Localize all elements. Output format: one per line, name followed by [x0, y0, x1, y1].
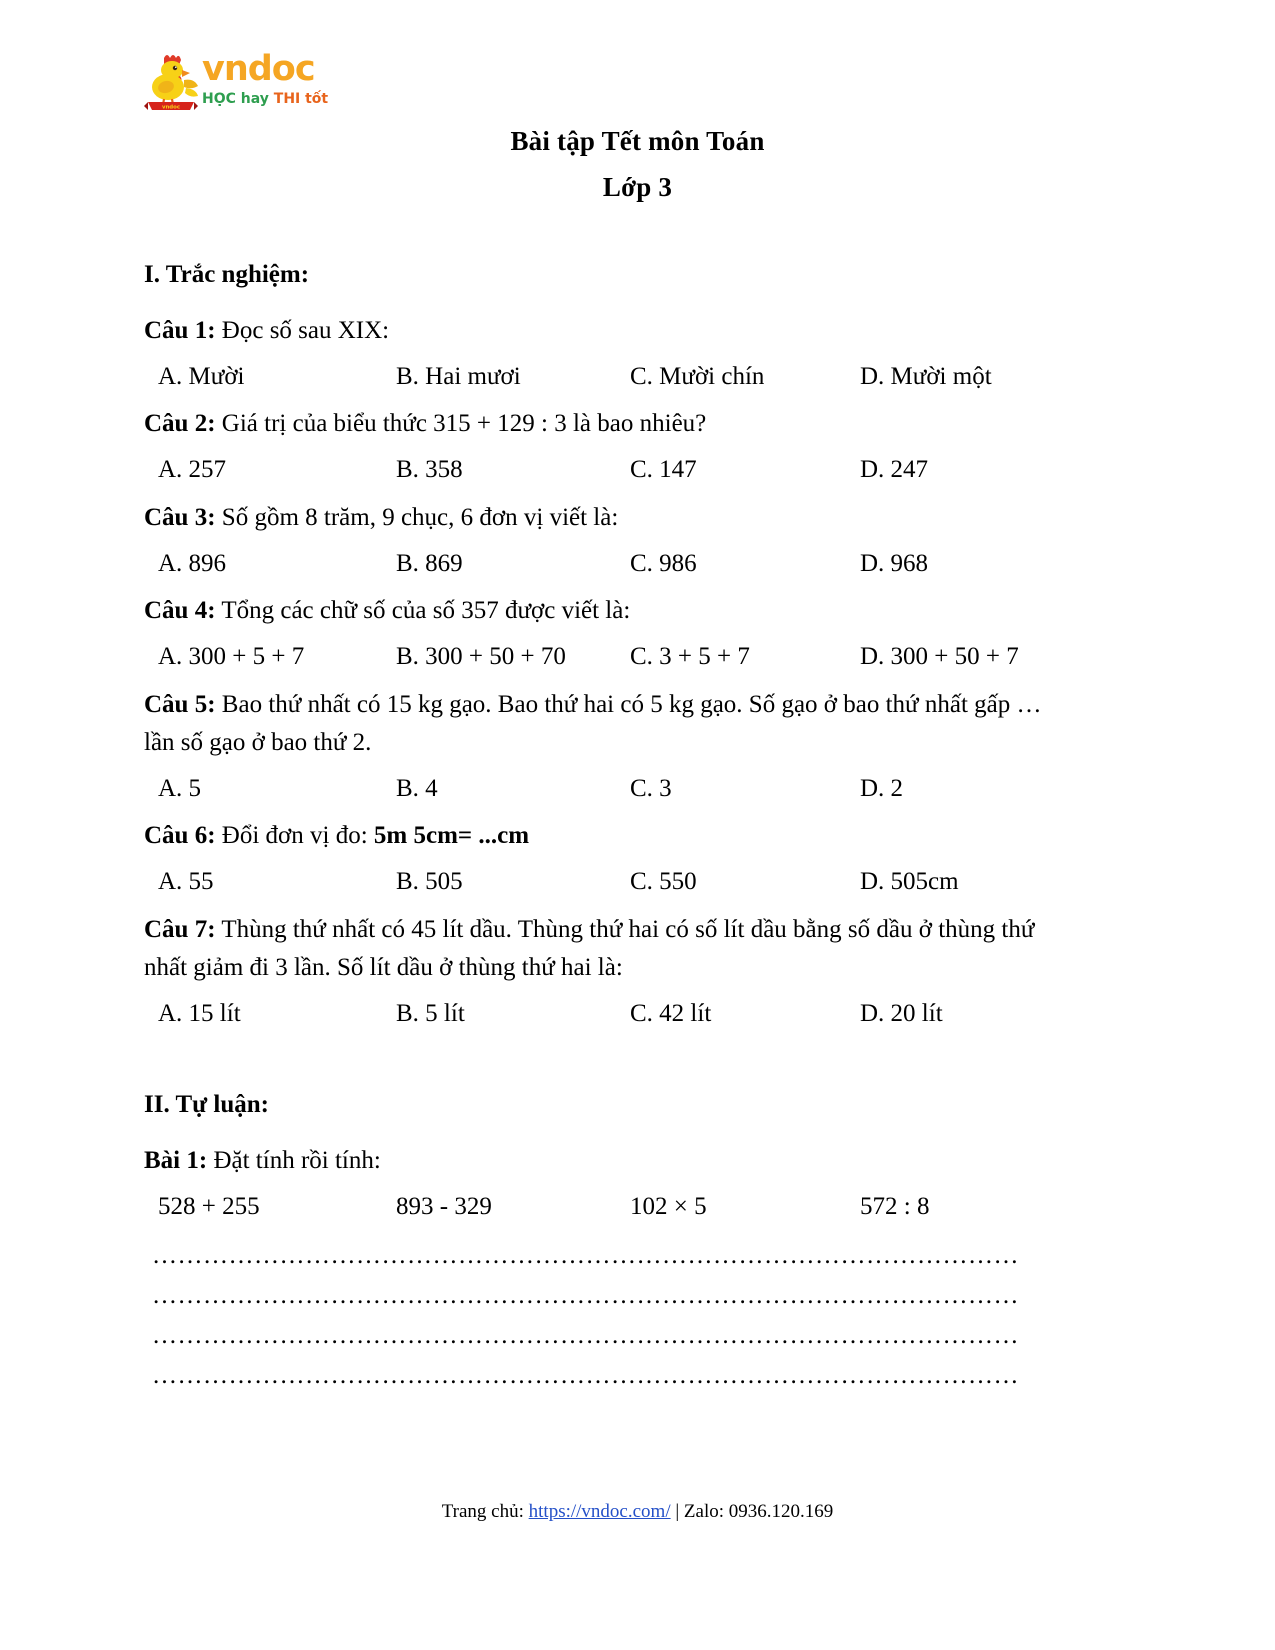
question-6-bold-tail: 5m 5cm= ...cm: [373, 822, 530, 850]
section-heading-multiple-choice: I. Trắc nghiệm:: [144, 261, 310, 288]
logo-tagline-green: HỌC hay: [202, 91, 269, 107]
question-5-option-a[interactable]: A. 5: [158, 774, 202, 802]
question-1-body: Đọc số sau XIX:: [215, 316, 390, 344]
question-4-label: Câu 4:: [144, 597, 216, 625]
exercise-1-text: [144, 1142, 1074, 1180]
question-2-label: Câu 2:: [144, 410, 216, 438]
question-7-label: Câu 7:: [144, 915, 216, 943]
question-1-text: [144, 312, 1074, 350]
expression-1: 528 + 255: [158, 1193, 260, 1220]
question-3-text: [144, 499, 1074, 537]
exercise-1-label: Bài 1:: [144, 1147, 208, 1174]
question-4-option-d[interactable]: D. 300 + 50 + 7: [860, 643, 1019, 671]
document-title-line1: Bài tập Tết môn Toán: [510, 126, 765, 156]
question-7-options: [144, 995, 1074, 1033]
question-1-label: Câu 1:: [144, 316, 216, 344]
question-4-option-c[interactable]: C. 3 + 5 + 7: [630, 643, 750, 671]
question-3-options: [144, 545, 1074, 583]
answer-line-3[interactable]: …………………………………………………………………………………………: [152, 1321, 1019, 1349]
answer-line-2[interactable]: …………………………………………………………………………………………: [152, 1281, 1019, 1309]
question-4-option-a[interactable]: A. 300 + 5 + 7: [158, 643, 305, 671]
exercise-1-expressions: [144, 1188, 1074, 1226]
page-footer: [0, 1500, 1275, 1525]
section-spacer: [144, 1042, 1074, 1088]
document-title-line2: Lớp 3: [602, 172, 673, 202]
question-7-option-c[interactable]: C. 42 lít: [630, 999, 712, 1027]
question-2-body: Giá trị của biểu thức 315 + 129 : 3 là bao nhiêu?: [215, 410, 707, 438]
logo-wordmark: vndoc: [202, 49, 315, 89]
expression-3: 102 × 5: [630, 1193, 707, 1220]
question-6-option-a[interactable]: A. 55: [158, 868, 214, 896]
question-5-text: [144, 686, 1074, 762]
document-content: [144, 258, 1074, 1396]
question-2-text: [144, 405, 1074, 443]
question-6-option-b[interactable]: B. 505: [396, 868, 463, 896]
footer-suffix: | Zalo: 0936.120.169: [670, 1501, 834, 1522]
question-1-option-d[interactable]: D. Mười một: [860, 362, 992, 390]
question-4-option-b[interactable]: B. 300 + 50 + 70: [396, 643, 566, 671]
question-2-option-a[interactable]: A. 257: [158, 456, 227, 484]
question-3-option-c[interactable]: C. 986: [630, 549, 697, 577]
question-2-option-b[interactable]: B. 358: [396, 456, 463, 484]
question-1-option-b[interactable]: B. Hai mươi: [396, 362, 521, 390]
question-3-label: Câu 3:: [144, 503, 216, 531]
question-5-option-d[interactable]: D. 2: [860, 774, 904, 802]
question-6-option-d[interactable]: D. 505cm: [860, 868, 959, 896]
exercise-1-body: Đặt tính rồi tính:: [207, 1147, 381, 1174]
question-2-option-c[interactable]: C. 147: [630, 456, 697, 484]
question-1-options: [144, 358, 1074, 396]
logo-tagline: [202, 92, 328, 106]
question-5-option-c[interactable]: C. 3: [630, 774, 672, 802]
question-5-options: [144, 770, 1074, 808]
question-7-body: Thùng thứ nhất có 45 lít dầu. Thùng thứ hai có số lít dầu bằng số dầu ở thùng thứ nhất giảm đi 3 lần. Số lít dầu ở thùng thứ hai là:: [144, 915, 1035, 981]
question-4-body: Tổng các chữ số của số 357 được viết là:: [215, 597, 631, 625]
question-7-text: [144, 911, 1074, 987]
expression-2: 893 - 329: [396, 1193, 492, 1220]
question-7-option-a[interactable]: A. 15 lít: [158, 999, 241, 1027]
section-heading-essay: II. Tự luận:: [144, 1091, 270, 1119]
question-1-option-c[interactable]: C. Mười chín: [630, 362, 765, 390]
question-5-option-b[interactable]: B. 4: [396, 774, 438, 802]
question-7-option-d[interactable]: D. 20 lít: [860, 999, 943, 1027]
answer-line-1[interactable]: …………………………………………………………………………………………: [152, 1241, 1019, 1269]
question-5-label: Câu 5:: [144, 690, 216, 718]
svg-text:vndoc: vndoc: [161, 104, 181, 111]
question-4-text: [144, 592, 1074, 630]
question-6-option-c[interactable]: C. 550: [630, 868, 697, 896]
footer-website-link[interactable]: https://vndoc.com/: [528, 1501, 671, 1522]
question-2-options: [144, 451, 1074, 489]
answer-line-4[interactable]: …………………………………………………………………………………………: [152, 1361, 1019, 1389]
question-3-body: Số gồm 8 trăm, 9 chục, 6 đơn vị viết là:: [215, 503, 619, 531]
question-1-option-a[interactable]: A. Mười: [158, 362, 245, 390]
question-4-options: [144, 638, 1074, 676]
chicken-mascot-icon: [144, 50, 206, 114]
question-5-body: Bao thứ nhất có 15 kg gạo. Bao thứ hai có 5 kg gạo. Số gạo ở bao thứ nhất gấp … lần số gạo ở bao thứ 2.: [144, 690, 1042, 756]
footer-prefix: Trang chủ:: [441, 1501, 529, 1522]
vndoc-logo[interactable]: [144, 48, 329, 116]
question-2-option-d[interactable]: D. 247: [860, 456, 929, 484]
question-7-option-b[interactable]: B. 5 lít: [396, 999, 465, 1027]
question-6-options: [144, 863, 1074, 901]
expression-4: 572 : 8: [860, 1193, 930, 1220]
question-3-option-a[interactable]: A. 896: [158, 549, 227, 577]
question-6-text: [144, 817, 1074, 855]
question-3-option-b[interactable]: B. 869: [396, 549, 463, 577]
logo-tagline-orange: THI tốt: [273, 91, 329, 107]
question-6-label: Câu 6:: [144, 822, 216, 850]
question-3-option-d[interactable]: D. 968: [860, 549, 929, 577]
question-6-body: Đổi đơn vị đo:: [215, 822, 374, 850]
